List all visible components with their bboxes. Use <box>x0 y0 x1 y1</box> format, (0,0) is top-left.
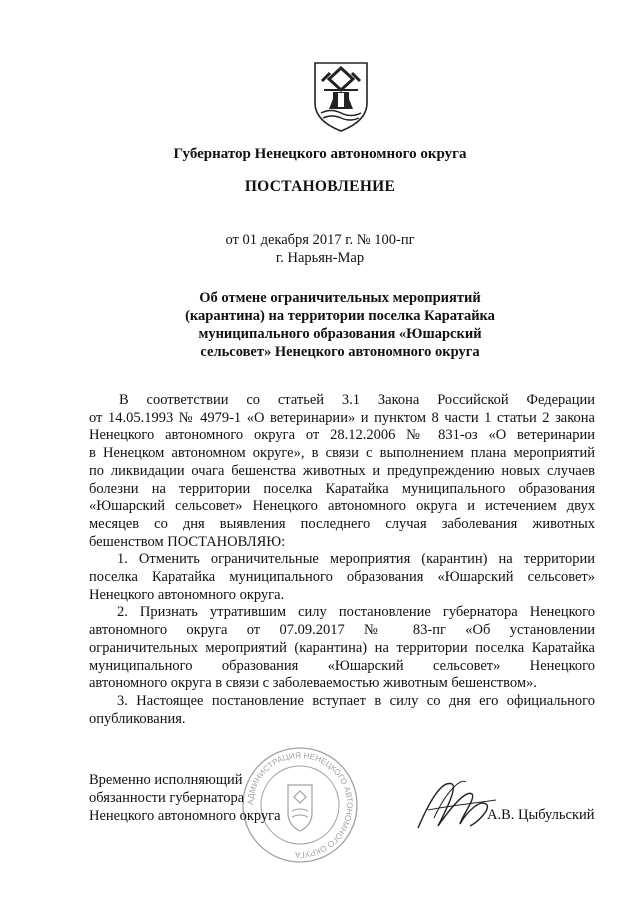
document-body <box>89 392 595 728</box>
date-number: от 01 декабря 2017 г. № 100-пг <box>225 232 415 248</box>
body-line: болезни на территории поселка Каратайка муниципального образования <box>89 480 595 497</box>
body-line: Ненецкого автономного округа от 28.12.2006 № 831-оз «О ветеринарии <box>89 427 595 444</box>
signer-position-line: Временно исполняющий <box>89 772 243 788</box>
signer-name: А.В. Цыбульский <box>487 807 595 823</box>
seal-text: АДМИНИСТРАЦИЯ НЕНЕЦКОГО АВТОНОМНОГО ОКРУГА <box>245 750 355 860</box>
coat-of-arms-emblem <box>311 59 371 133</box>
body-line: 3. Настоящее постановление вступает в силу со дня его официального <box>117 692 595 709</box>
body-line: в Ненецком автономном округе», в связи с выполнением плана мероприятий <box>89 445 595 462</box>
body-line: «Юшарский сельсовет» Ненецкого автономного округа и истечением двух <box>89 498 595 515</box>
handwritten-signature <box>408 770 503 840</box>
document-title <box>140 289 540 361</box>
body-line: по ликвидации очага бешенства животных и предупреждению новых случаев <box>89 462 595 479</box>
title-line: сельсовет» Ненецкого автономного округа <box>200 344 480 360</box>
body-line: опубликования. <box>89 710 186 727</box>
body-line: от 14.05.1993 № 4979-1 «О ветеринарии» и пунктом 8 части 1 статьи 2 закона <box>89 409 595 426</box>
body-line: автономного округа в связи с заболеваемостью животным бешенством». <box>89 675 537 692</box>
body-line: автономного округа от 07.09.2017 № 83-пг «Об установлении <box>89 622 595 639</box>
body-line: муниципального образования «Юшарский сельсовет» Ненецкого <box>89 657 595 674</box>
body-line: бешенством ПОСТАНОВЛЯЮ: <box>89 533 286 550</box>
signer-position-line: Ненецкого автономного округа <box>89 808 281 824</box>
title-line: муниципального образования «Юшарский <box>198 326 482 342</box>
body-line: 1. Отменить ограничительные мероприятия (карантин) на территории <box>117 551 595 568</box>
body-line: 2. Признать утратившим силу постановление губернатора Ненецкого <box>117 604 595 621</box>
signature-block <box>89 771 281 825</box>
title-line: (карантина) на территории поселка Каратайка <box>185 308 495 324</box>
title-line: Об отмене ограничительных мероприятий <box>199 290 481 306</box>
signer-position-line: обязанности губернатора <box>89 790 245 806</box>
place: г. Нарьян-Мар <box>275 250 365 266</box>
issuing-authority: Губернатор Ненецкого автономного округа <box>173 146 467 162</box>
body-line: Ненецкого автономного округа. <box>89 586 285 603</box>
body-line: поселка Каратайка муниципального образования «Юшарский сельсовет» <box>89 569 595 586</box>
document-type: ПОСТАНОВЛЕНИЕ <box>244 178 396 195</box>
body-line: месяцев со дня выявления последнего случая заболевания животных <box>89 515 595 532</box>
body-line: ограничительных мероприятий (карантина) на территории поселка Каратайка <box>89 639 595 656</box>
body-line: В соответствии со статьей 3.1 Закона Российской Федерации <box>119 392 595 408</box>
